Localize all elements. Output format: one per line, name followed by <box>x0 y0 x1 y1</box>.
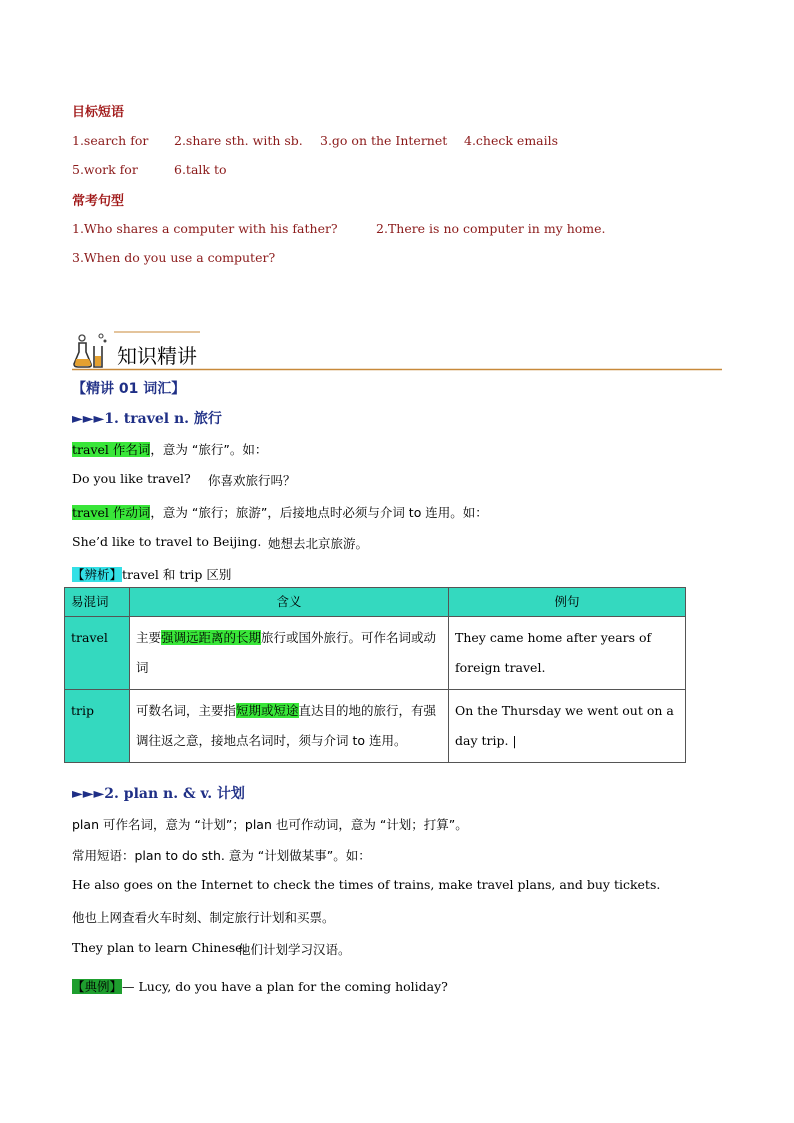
column-header: 例句 <box>449 588 686 617</box>
sentences-title: 常考句型 <box>72 194 125 209</box>
example-cn: 她想去北京旅游。 <box>268 536 369 551</box>
phrases-title: 目标短语 <box>72 105 125 120</box>
typical-example-line: 【典例】— Lucy, do you have a plan for the coming holiday? <box>72 979 448 994</box>
example-cn: 他也上网查看火车时刻、制定旅行计划和买票。 <box>72 910 335 925</box>
example-en: She’d like to travel to Beijing. <box>72 534 262 549</box>
example-en: They plan to learn Chinese. <box>72 940 247 955</box>
term-cell: travel <box>65 617 130 690</box>
highlight: travel 作动词 <box>72 505 151 520</box>
word-header-travel: ►►►1. travel n. 旅行 <box>72 411 222 427</box>
example-cn: 你喜欢旅行吗？ <box>208 473 296 488</box>
phrase-item: 1.search for <box>72 133 149 148</box>
table-header-row <box>65 588 686 617</box>
meaning-cell: 可数名词，主要指短期或短途直达目的地的旅行，有强调往返之意，接地点名词时，须与介词 to 连用。 <box>130 690 449 763</box>
meaning-cell: 主要强调远距离的长期旅行或国外旅行。可作名词或动词 <box>130 617 449 690</box>
term-cell: trip <box>65 690 130 763</box>
highlight: 强调远距离的长期 <box>161 630 262 645</box>
example-cell: They came home after years of foreign travel. <box>449 617 686 690</box>
plan-line-1: plan 可作名词，意为 “计划”；plan 也可作动词，意为 “计划；打算”。 <box>72 817 468 832</box>
column-header: 含义 <box>130 588 449 617</box>
analysis-tag: 【辨析】 <box>72 567 123 582</box>
sentence-item: 2.There is no computer in my home. <box>376 221 606 236</box>
section-subheading: 【精讲 01 词汇】 <box>72 381 186 397</box>
plan-line-2: 常用短语：plan to do sth. 意为 “计划做某事”。如： <box>72 848 371 863</box>
flask-icon <box>72 332 112 368</box>
phrase-item: 5.work for <box>72 162 138 177</box>
phrase-item: 3.go on the Internet <box>320 133 448 148</box>
sentence-item: 3.When do you use a computer? <box>72 250 276 265</box>
example-en: He also goes on the Internet to check the times of trains, make travel plans, and buy tickets. <box>72 877 661 892</box>
highlight: travel 作名词 <box>72 442 151 457</box>
example-cell: On the Thursday we went out on a day trip. | <box>449 690 686 763</box>
example-en: Do you like travel? <box>72 471 191 486</box>
knowledge-heading: 知识精讲 <box>117 344 197 368</box>
column-header: 易混词 <box>65 588 130 617</box>
heading-rule-short <box>114 331 204 335</box>
example-tag: 【典例】 <box>72 979 123 994</box>
table-row <box>65 690 686 763</box>
example-cn: 他们计划学习汉语。 <box>238 942 351 957</box>
analysis-line: 【辨析】travel 和 trip 区别 <box>72 567 232 582</box>
phrase-item: 2.share sth. with sb. <box>174 133 303 148</box>
sentence-item: 1.Who shares a computer with his father? <box>72 221 338 236</box>
table-row <box>65 617 686 690</box>
travel-verb-line: travel 作动词，意为 “旅行；旅游”，后接地点时必须与介词 to 连用。如： <box>72 505 488 520</box>
phrase-item: 6.talk to <box>174 162 227 177</box>
phrase-item: 4.check emails <box>464 133 559 148</box>
highlight: 短期或短途 <box>236 703 299 718</box>
word-header-plan: ►►►2. plan n. & v. 计划 <box>72 786 245 802</box>
travel-noun-line: travel 作名词，意为 “旅行”。如： <box>72 442 268 457</box>
heading-rule <box>72 368 722 372</box>
comparison-table <box>64 587 686 763</box>
